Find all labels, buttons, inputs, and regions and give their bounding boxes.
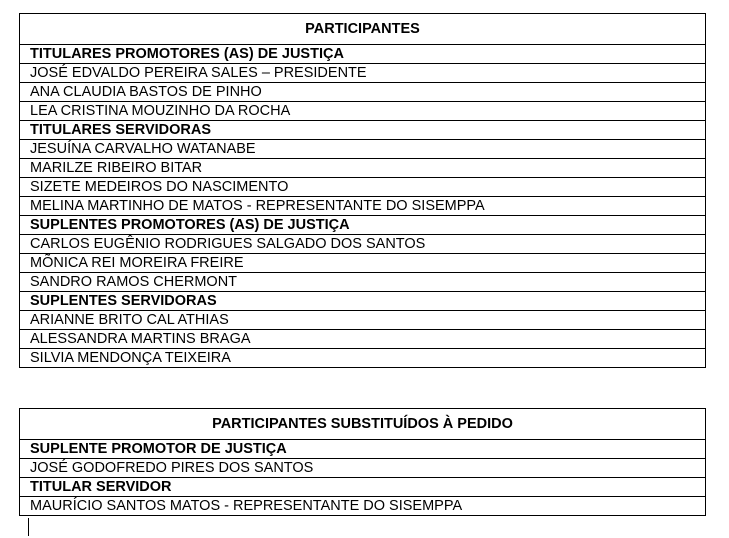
table-row: [20, 197, 706, 216]
titular-servidora-name: MARILZE RIBEIRO BITAR: [20, 159, 706, 178]
titular-servidora-name: MELINA MARTINHO DE MATOS - REPRESENTANTE DO SISEMPPA: [20, 197, 706, 216]
titular-servidor-heading: TITULAR SERVIDOR: [20, 478, 706, 497]
substituidos-table: [19, 408, 706, 516]
text-cursor: [28, 518, 29, 536]
table-row: [20, 45, 706, 64]
table-row: [20, 409, 706, 440]
table-row: [20, 140, 706, 159]
titular-promotor-name: ANA CLAUDIA BASTOS DE PINHO: [20, 83, 706, 102]
table-row: [20, 121, 706, 140]
suplente-promotor-name: SANDRO RAMOS CHERMONT: [20, 273, 706, 292]
suplente-promotor-heading: SUPLENTE PROMOTOR DE JUSTIÇA: [20, 440, 706, 459]
suplente-promotor-substituto-name: JOSÉ GODOFREDO PIRES DOS SANTOS: [20, 459, 706, 478]
suplente-servidora-name: ALESSANDRA MARTINS BRAGA: [20, 330, 706, 349]
titular-promotor-name: LEA CRISTINA MOUZINHO DA ROCHA: [20, 102, 706, 121]
table-row: [20, 64, 706, 83]
table-row: [20, 349, 706, 368]
table-row: [20, 497, 706, 516]
titular-servidora-name: SIZETE MEDEIROS DO NASCIMENTO: [20, 178, 706, 197]
table-row: [20, 235, 706, 254]
table-row: [20, 83, 706, 102]
table-row: [20, 440, 706, 459]
titulares-servidoras-heading: TITULARES SERVIDORAS: [20, 121, 706, 140]
table-row: [20, 102, 706, 121]
table-row: [20, 254, 706, 273]
participantes-title: PARTICIPANTES: [20, 14, 706, 45]
table-row: [20, 478, 706, 497]
table-row: [20, 292, 706, 311]
table-row: [20, 459, 706, 478]
titular-servidor-substituto-name: MAURÍCIO SANTOS MATOS - REPRESENTANTE DO SISEMPPA: [20, 497, 706, 516]
suplente-servidora-name: SILVIA MENDONÇA TEIXEIRA: [20, 349, 706, 368]
table-row: [20, 216, 706, 235]
table-row: [20, 178, 706, 197]
table-row: [20, 311, 706, 330]
suplente-promotor-name: CARLOS EUGÊNIO RODRIGUES SALGADO DOS SANTOS: [20, 235, 706, 254]
suplente-servidora-name: ARIANNE BRITO CAL ATHIAS: [20, 311, 706, 330]
table-row: [20, 14, 706, 45]
substituidos-title: PARTICIPANTES SUBSTITUÍDOS À PEDIDO: [20, 409, 706, 440]
suplente-promotor-name: MÕNICA REI MOREIRA FREIRE: [20, 254, 706, 273]
titulares-promotores-heading: TITULARES PROMOTORES (AS) DE JUSTIÇA: [20, 45, 706, 64]
participantes-table: [19, 13, 706, 368]
titular-promotor-name: JOSÉ EDVALDO PEREIRA SALES – PRESIDENTE: [20, 64, 706, 83]
titular-servidora-name: JESUÍNA CARVALHO WATANABE: [20, 140, 706, 159]
table-row: [20, 330, 706, 349]
table-row: [20, 159, 706, 178]
suplentes-promotores-heading: SUPLENTES PROMOTORES (AS) DE JUSTIÇA: [20, 216, 706, 235]
suplentes-servidoras-heading: SUPLENTES SERVIDORAS: [20, 292, 706, 311]
table-row: [20, 273, 706, 292]
